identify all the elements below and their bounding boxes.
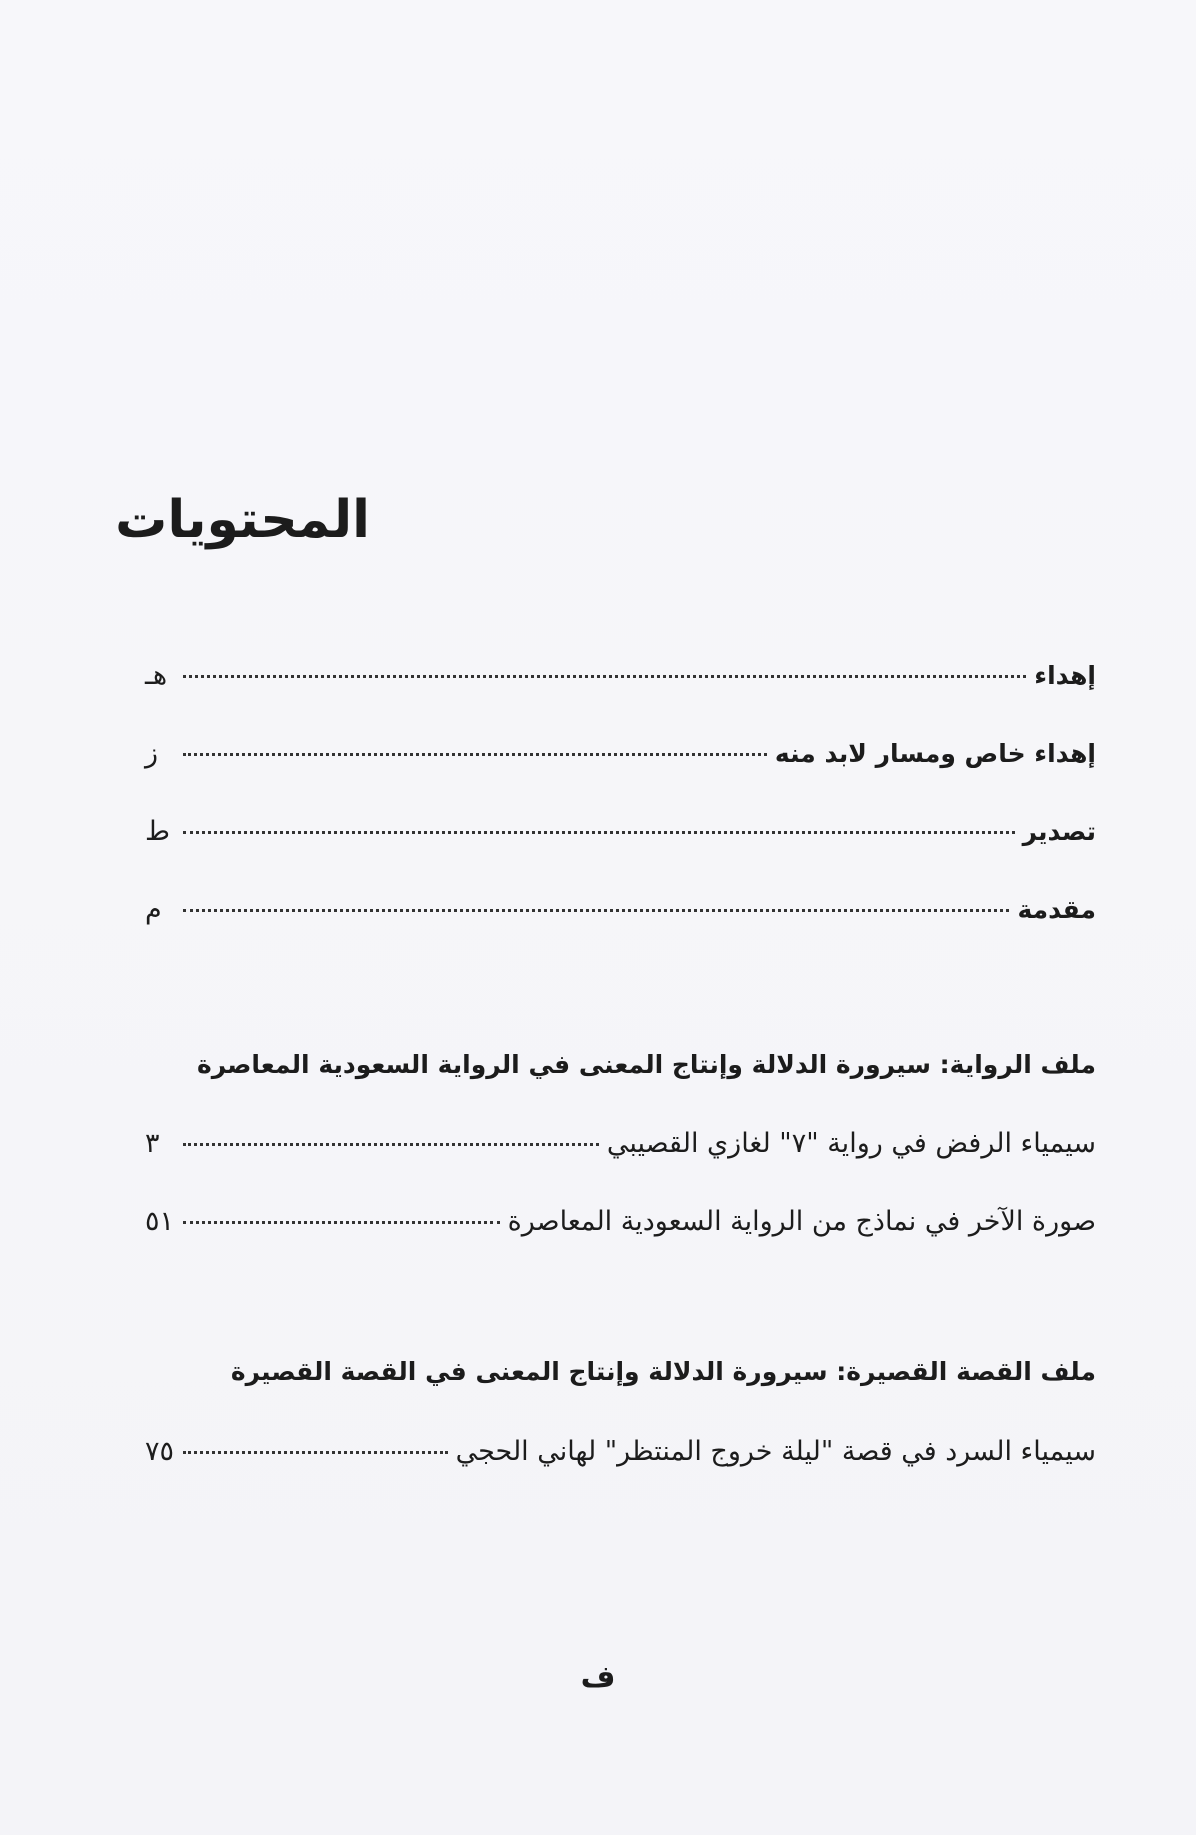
toc-entry xyxy=(145,1436,1096,1486)
toc-entry-page: هـ xyxy=(145,660,168,691)
dot-leader xyxy=(183,1143,599,1146)
dot-leader xyxy=(183,831,1015,834)
toc-entry-special-dedication xyxy=(145,738,1096,788)
toc-entry-label: سيمياء الرفض في رواية "٧" لغازي القصيبي xyxy=(606,1128,1096,1159)
toc-entry-page: ٧٥ xyxy=(145,1436,175,1467)
toc-entry xyxy=(145,1206,1096,1256)
toc-entry-label: إهداء خاص ومسار لابد منه xyxy=(774,739,1096,768)
dot-leader xyxy=(183,675,1026,678)
toc-entry-page: ٥١ xyxy=(145,1206,175,1237)
toc-entry-introduction xyxy=(145,894,1096,944)
section-heading-short-story: ملف القصة القصيرة: سيرورة الدلالة وإنتاج المعنى في القصة القصيرة xyxy=(230,1357,1096,1386)
toc-entry-label: مقدمة xyxy=(1017,895,1096,924)
toc-entry-label: إهداء xyxy=(1034,661,1096,690)
toc-entry-page: ز xyxy=(145,738,159,769)
dot-leader xyxy=(183,1451,448,1454)
section-heading-novel: ملف الرواية: سيرورة الدلالة وإنتاج المعنى في الرواية السعودية المعاصرة xyxy=(196,1050,1096,1079)
page-title: المحتويات xyxy=(115,490,370,550)
toc-entry-preface xyxy=(145,816,1096,866)
toc-entry-label: تصدير xyxy=(1022,817,1096,846)
dot-leader xyxy=(183,909,1009,912)
dot-leader xyxy=(183,1221,500,1224)
dot-leader xyxy=(183,753,767,756)
toc-entry-page: م xyxy=(145,894,162,925)
toc-entry-page: ط xyxy=(145,816,170,847)
toc-entry-label: صورة الآخر في نماذج من الرواية السعودية المعاصرة xyxy=(507,1206,1096,1237)
toc-entry-label: سيمياء السرد في قصة "ليلة خروج المنتظر" لهاني الحجي xyxy=(455,1436,1096,1467)
toc-entry-page: ٣ xyxy=(145,1128,160,1159)
page-number-footer: ف xyxy=(580,1660,616,1695)
toc-entry-dedication xyxy=(145,660,1096,710)
toc-entry xyxy=(145,1128,1096,1178)
